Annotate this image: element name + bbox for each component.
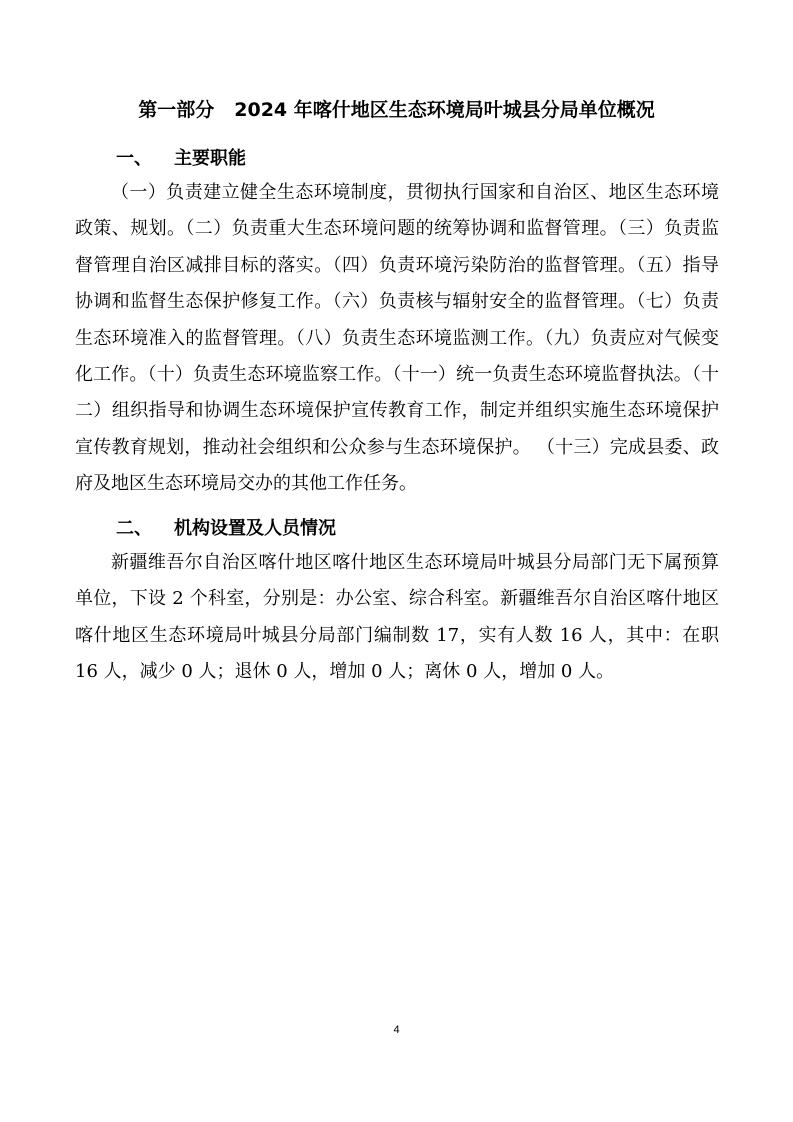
section-number: 二、 <box>116 518 152 539</box>
section-number: 一、 <box>116 148 152 169</box>
title-text: 2024 年喀什地区生态环境局叶城县分局单位概况 <box>234 99 655 121</box>
page-number: 4 <box>393 1024 400 1036</box>
title-part: 第一部分 <box>138 99 215 121</box>
section-heading-functions <box>116 146 246 172</box>
section-heading-text: 机构设置及人员情况 <box>174 518 336 539</box>
section-body-functions: （一）负责建立健全生态环境制度，贯彻执行国家和自治区、地区生态环境政策、规划。（二）负责重大生态环境问题的统筹协调和监督管理。（三）负责监督管理自治区减排目标的落实。（四）负责环境污染防治的监督管理。（五）指导协调和监督生态保护修复工作。（六）负责核与辐射安全的监督管理。（七）负责生态环境准入的监督管理。（八）负责生态环境监测工作。（九）负责应对气候变化工作。（十）负责生态环境监察工作。（十一）统一负责生态环境监督执法。（十二）组织指导和协调生态环境保护宣传教育工作，制定并组织实施生态环境保护宣传教育规划，推动社会组织和公众参与生态环境保护。 （十三）完成县委、政府及地区生态环境局交办的其他工作任务。 <box>75 182 719 495</box>
section-heading-text: 主要职能 <box>174 148 246 169</box>
section-heading-organization <box>116 516 336 542</box>
section-body-organization: 新疆维吾尔自治区喀什地区喀什地区生态环境局叶城县分局部门无下属预算单位，下设 2 个科室，分别是：办公室、综合科室。新疆维吾尔自治区喀什地区喀什地区生态环境局叶城县分局部门编制数 17，实有人数 16 人，其中：在职 16 人，减少 0 人；退休 0 人，增加 0 人；离休 0 人，增加 0 人。 <box>75 552 719 683</box>
page-title <box>0 96 793 124</box>
